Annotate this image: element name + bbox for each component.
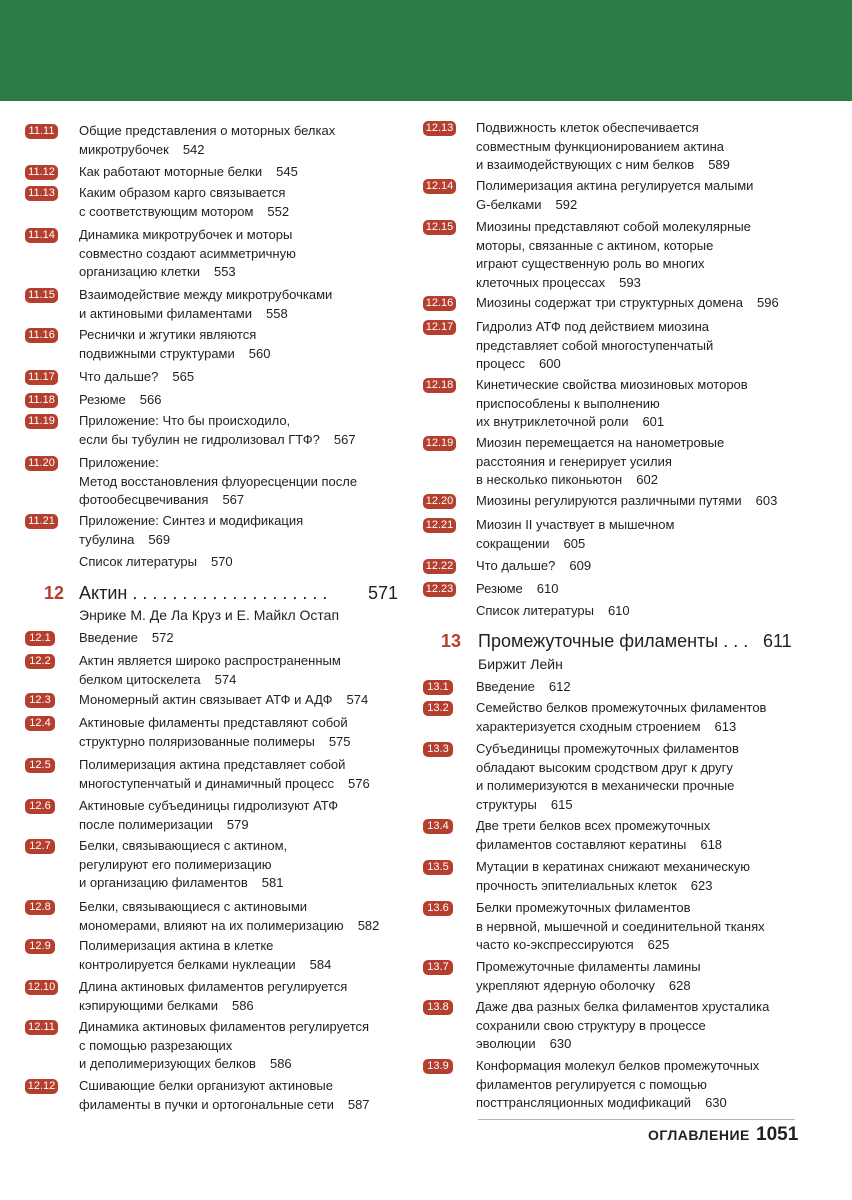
entry-page-number: 618 [700, 836, 723, 852]
section-number-badge: 12.10 [25, 980, 58, 995]
entry-page-number: 628 [668, 977, 691, 993]
toc-entry[interactable] [476, 294, 779, 313]
entry-page-number: 630 [549, 1036, 572, 1052]
section-number-badge: 12.22 [423, 559, 456, 574]
entry-title-line: Резюме 566 [79, 392, 162, 407]
toc-entry[interactable] [476, 318, 713, 374]
entry-title-line: играют существенную роль во многих [476, 256, 705, 272]
toc-entry[interactable] [79, 837, 287, 893]
entry-page-number: 609 [569, 558, 592, 573]
section-number-badge: 12.17 [423, 320, 456, 335]
entry-page-number: 569 [148, 531, 171, 547]
entry-title-line: и деполимеризующих белков 586 [79, 1056, 292, 1072]
toc-entry[interactable] [476, 516, 674, 553]
entry-title-line: белком цитоскелета 574 [79, 671, 237, 687]
section-number-badge: 12.15 [423, 220, 456, 235]
entry-title-line: характеризуется сходным строением 613 [476, 718, 737, 734]
section-number-badge: 12.11 [25, 1020, 58, 1035]
entry-page-number: 596 [757, 295, 779, 310]
entry-title-line: сокращении 605 [476, 535, 586, 551]
section-number-badge: 12.23 [423, 582, 456, 597]
entry-page-number: 623 [690, 877, 713, 893]
entry-page-number: 553 [213, 264, 236, 280]
entry-title-line: микротрубочек 542 [79, 141, 205, 157]
entry-title-line: Динамика актиновых филаментов регулируется [79, 1019, 370, 1034]
running-footer-label: ОГЛАВЛЕНИЕ [648, 1127, 750, 1143]
section-number-badge: 13.8 [423, 1000, 453, 1015]
entry-title-line: Конформация молекул белков промежуточных [476, 1058, 760, 1073]
entry-page-number: 582 [357, 917, 380, 933]
toc-entry[interactable] [79, 1077, 370, 1114]
entry-title-line: Актиновые филаменты представляют собой [79, 715, 348, 730]
section-number-badge: 12.18 [423, 378, 456, 393]
entry-title-line: процесс 600 [476, 356, 561, 372]
section-number-badge: 13.2 [423, 701, 453, 716]
toc-entry[interactable] [79, 652, 341, 689]
entry-title-line: Актин является широко распространенным [79, 653, 341, 668]
entry-page-number: 586 [269, 1056, 292, 1072]
entry-page-number: 572 [151, 630, 174, 645]
section-number-badge: 13.6 [423, 901, 453, 916]
entry-page-number: 605 [563, 535, 586, 551]
entry-title-line: Белки, связывающиеся с актиновыми [79, 899, 308, 914]
section-number-badge: 11.14 [25, 228, 58, 243]
entry-page-number: 581 [261, 875, 284, 891]
toc-entry[interactable] [79, 1018, 369, 1074]
entry-title-line: Две трети белков всех промежуточных [476, 818, 711, 833]
entry-title-line: структурно поляризованные полимеры 575 [79, 733, 351, 749]
chapter-page-number: 611 [763, 631, 792, 651]
entry-title-line: Даже два разных белка филаментов хрусталика [476, 999, 770, 1014]
section-number-badge: 11.16 [25, 328, 58, 343]
toc-entry[interactable] [476, 817, 722, 854]
entry-title-line: Взаимодействие между микротрубочками [79, 287, 333, 302]
entry-title-line: Миозины содержат три структурных домена 596 [476, 295, 779, 310]
toc-entry[interactable] [79, 184, 289, 221]
toc-entry[interactable] [79, 756, 370, 793]
entry-page-number: 603 [755, 493, 778, 508]
entry-title-line: Приложение: [79, 455, 159, 470]
entry-title-line: Полимеризация актина в клетке [79, 938, 274, 953]
entry-page-number: 587 [347, 1096, 370, 1112]
toc-entry[interactable] [476, 858, 750, 895]
entry-title-line: многоступенчатый и динамичный процесс 576 [79, 775, 370, 791]
toc-entry[interactable] [476, 958, 701, 995]
entry-title-line: Длина актиновых филаментов регулируется [79, 979, 348, 994]
toc-entry-references[interactable] [476, 602, 630, 621]
entry-page-number: 574 [346, 692, 369, 707]
toc-entry[interactable] [79, 226, 296, 282]
entry-title-line: и полимеризуются в механически прочные [476, 778, 735, 794]
section-number-badge: 11.13 [25, 186, 58, 201]
section-number-badge: 11.12 [25, 165, 58, 180]
section-number-badge: 11.17 [25, 370, 58, 385]
entry-title-line: Гидролиз АТФ под действием миозина [476, 319, 709, 334]
entry-title-line: Реснички и жгутики являются [79, 327, 257, 342]
section-number-badge: 12.8 [25, 900, 55, 915]
entry-title-line: Сшивающие белки организуют актиновые [79, 1078, 333, 1093]
section-number-badge: 13.4 [423, 819, 453, 834]
toc-entry[interactable] [476, 580, 558, 599]
entry-page-number: 570 [210, 554, 233, 569]
section-number-badge: 12.2 [25, 654, 55, 669]
entry-title-line: если бы тубулин не гидролизовал ГТФ? 567 [79, 431, 356, 447]
toc-entry[interactable] [79, 286, 332, 323]
chapter-number: 13 [441, 631, 462, 651]
entry-title-line: совместно создают асимметричную [79, 245, 296, 261]
entry-title-line: сохранили свою структуру в процессе [476, 1017, 706, 1033]
page-number: 1051 [756, 1124, 799, 1145]
entry-title-line: филаменты в пучки и ортогональные сети 587 [79, 1096, 370, 1112]
toc-entry[interactable] [476, 557, 591, 576]
section-number-badge: 11.11 [25, 124, 58, 139]
entry-title-line: филаментов регулируется с помощью [476, 1076, 707, 1092]
entry-title-line: Полимеризация актина регулируется малыми [476, 178, 754, 193]
section-number-badge: 12.16 [423, 296, 456, 311]
entry-page-number: 584 [309, 956, 332, 972]
entry-title-line: Приложение: Синтез и модификация [79, 513, 304, 528]
section-number-badge: 12.5 [25, 758, 55, 773]
section-number-badge: 12.12 [25, 1079, 58, 1094]
entry-title-line: Введение 572 [79, 630, 174, 645]
toc-entry[interactable] [79, 691, 368, 710]
toc-entry[interactable] [476, 678, 571, 697]
section-number-badge: 12.13 [423, 121, 456, 136]
section-number-badge: 11.15 [25, 288, 58, 303]
entry-title-line: Каким образом карго связывается [79, 185, 286, 200]
entry-title-line: фотообесцвечивания 567 [79, 492, 245, 508]
section-number-badge: 12.7 [25, 839, 55, 854]
entry-title-line: контролируется белками нуклеации 584 [79, 956, 332, 972]
toc-entry[interactable] [476, 699, 766, 736]
entry-title-line: Субъединицы промежуточных филаментов [476, 741, 739, 756]
entry-title-line: в нервной, мышечной и соединительной тканях [476, 918, 765, 934]
entry-title-line: филаментов составляют кератины 618 [476, 836, 723, 852]
entry-page-number: 575 [328, 733, 351, 749]
toc-entry[interactable] [476, 218, 751, 292]
entry-title-line: Промежуточные филаменты ламины [476, 959, 701, 974]
toc-entry[interactable] [476, 177, 753, 214]
section-number-badge: 13.7 [423, 960, 453, 975]
entry-page-number: 558 [265, 305, 288, 321]
entry-page-number: 612 [548, 679, 571, 694]
entry-title-line: и взаимодействующих с ним белков 589 [476, 157, 730, 173]
entry-page-number: 579 [226, 816, 249, 832]
section-number-badge: 13.3 [423, 742, 453, 757]
entry-title-line: Резюме 610 [476, 581, 559, 596]
entry-title-line: представляет собой многоступенчатый [476, 337, 714, 353]
section-number-badge: 12.6 [25, 799, 55, 814]
entry-title-line: обладают высоким сродством друг к другу [476, 759, 733, 775]
toc-entry-references[interactable] [79, 553, 233, 572]
toc-entry[interactable] [79, 412, 356, 449]
entry-title-line: часто ко-экспрессируются 625 [476, 937, 670, 953]
toc-entry[interactable] [476, 899, 765, 955]
toc-entry[interactable] [476, 998, 769, 1054]
entry-title-line: структуры 615 [476, 796, 573, 812]
section-number-badge: 12.9 [25, 939, 55, 954]
section-number-badge: 12.3 [25, 693, 55, 708]
entry-title-line: Миозин перемещается на нанометровые [476, 435, 725, 450]
toc-entry[interactable] [79, 714, 351, 751]
entry-title-line: Метод восстановления флуоресценции после [79, 473, 358, 489]
toc-entry[interactable] [79, 978, 347, 1015]
toc-entry[interactable] [476, 492, 777, 511]
entry-title-line: посттрансляционных модификаций 630 [476, 1095, 727, 1111]
entry-title-line: мономерами, влияют на их полимеризацию 582 [79, 917, 380, 933]
entry-title-line: Миозины представляют собой молекулярные [476, 219, 751, 234]
entry-title-line: Миозин II участвует в мышечном [476, 517, 675, 532]
entry-page-number: 615 [550, 796, 573, 812]
entry-page-number: 592 [555, 196, 578, 212]
toc-entry[interactable] [79, 512, 303, 549]
section-number-badge: 12.4 [25, 716, 55, 731]
entry-title-line: клеточных процессах 593 [476, 274, 641, 290]
entry-title-line: их внутриклеточной роли 601 [476, 414, 665, 430]
entry-title-line: приспособлены к выполнению [476, 395, 660, 411]
entry-title-line: в несколько пиконьютон 602 [476, 472, 658, 488]
entry-title-line: Как работают моторные белки 545 [79, 164, 298, 179]
section-number-badge: 11.20 [25, 456, 58, 471]
toc-entry[interactable] [476, 740, 739, 814]
entry-title-line: совместным функционированием актина [476, 138, 724, 154]
entry-title-line: моторы, связанные с актином, которые [476, 237, 714, 253]
entry-page-number: 602 [636, 472, 658, 488]
toc-entry[interactable] [79, 937, 331, 974]
entry-title-line: после полимеризации 579 [79, 816, 249, 832]
entry-page-number: 613 [714, 718, 737, 734]
entry-title-line: Полимеризация актина представляет собой [79, 757, 346, 772]
entry-page-number: 601 [642, 414, 665, 430]
toc-entry[interactable] [79, 898, 379, 935]
entry-title-line: Мономерный актин связывает АТФ и АДФ 574 [79, 692, 369, 707]
entry-title-line: тубулина 569 [79, 531, 171, 547]
entry-title-line: G-белками 592 [476, 196, 578, 212]
entry-title-line: Актиновые субъединицы гидролизуют АТФ [79, 798, 339, 813]
section-number-badge: 13.5 [423, 860, 453, 875]
entry-page-number: 625 [647, 937, 670, 953]
toc-entry[interactable] [476, 434, 724, 490]
chapter-title[interactable]: Промежуточные филаменты . . . [478, 631, 749, 651]
entry-title-line: Подвижность клеток обеспечивается [476, 120, 699, 135]
toc-entry[interactable] [79, 797, 338, 834]
entry-title-line: Белки промежуточных филаментов [476, 900, 691, 915]
entry-title-line: расстояния и генерирует усилия [476, 453, 672, 469]
chapter-title[interactable]: Актин . . . . . . . . . . . . . . . . . . . . [79, 583, 328, 603]
section-number-badge: 13.9 [423, 1059, 453, 1074]
entry-title-line: Введение 612 [476, 679, 571, 694]
entry-title-line: и организацию филаментов 581 [79, 875, 284, 891]
entry-page-number: 610 [607, 603, 630, 618]
entry-title-line: Общие представления о моторных белках [79, 123, 336, 138]
entry-title-line: Миозины регулируются различными путями 603 [476, 493, 778, 508]
entry-title-line: прочность эпителиальных клеток 623 [476, 877, 713, 893]
entry-title-line: с соответствующим мотором 552 [79, 203, 290, 219]
section-number-badge: 12.19 [423, 436, 456, 451]
entry-title-line: и актиновыми филаментами 558 [79, 305, 288, 321]
toc-entry[interactable] [79, 122, 335, 159]
entry-page-number: 586 [231, 997, 254, 1013]
section-number-badge: 11.19 [25, 414, 58, 429]
entry-title-line: Список литературы 610 [476, 603, 630, 618]
toc-entry[interactable] [79, 368, 194, 387]
entry-page-number: 565 [172, 369, 195, 384]
entry-title-line: эволюции 630 [476, 1036, 572, 1052]
toc-entry[interactable] [476, 1057, 759, 1113]
section-number-badge: 12.20 [423, 494, 456, 509]
toc-entry[interactable] [79, 454, 357, 510]
entry-title-line: регулируют его полимеризацию [79, 856, 272, 872]
chapter-authors: Энрике М. Де Ла Круз и Е. Майкл Остап [79, 607, 340, 623]
entry-title-line: Семейство белков промежуточных филаментов [476, 700, 767, 715]
entry-title-line: Что дальше? 565 [79, 369, 195, 384]
chapter-number: 12 [44, 583, 65, 603]
entry-title-line: Что дальше? 609 [476, 558, 592, 573]
toc-entry[interactable] [79, 163, 298, 182]
entry-page-number: 560 [248, 345, 271, 361]
chapter-page-number: 571 [368, 583, 399, 603]
entry-title-line: подвижными структурами 560 [79, 345, 271, 361]
entry-title-line: с помощью разрезающих [79, 1037, 233, 1053]
toc-entry[interactable] [79, 391, 161, 410]
entry-page-number: 610 [536, 581, 559, 596]
section-number-badge: 11.21 [25, 514, 58, 529]
chapter-authors: Биржит Лейн [478, 656, 563, 672]
entry-page-number: 567 [333, 431, 356, 447]
section-number-badge: 11.18 [25, 393, 58, 408]
section-number-badge: 13.1 [423, 680, 453, 695]
entry-page-number: 566 [139, 392, 162, 407]
entry-title-line: организацию клетки 553 [79, 264, 236, 280]
entry-title-line: Белки, связывающиеся с актином, [79, 838, 288, 853]
entry-title-line: кэпирующими белками 586 [79, 997, 254, 1013]
entry-page-number: 545 [276, 164, 298, 179]
entry-page-number: 600 [539, 356, 561, 372]
entry-title-line: Кинетические свойства миозиновых моторов [476, 377, 748, 392]
entry-page-number: 593 [619, 274, 641, 290]
footer-divider [478, 1119, 795, 1120]
entry-page-number: 567 [222, 492, 245, 508]
entry-title-line: укрепляют ядерную оболочку 628 [476, 977, 691, 993]
entry-page-number: 552 [267, 203, 290, 219]
entry-title-line: Динамика микротрубочек и моторы [79, 227, 293, 242]
entry-page-number: 576 [348, 775, 370, 791]
toc-entry[interactable] [476, 376, 748, 432]
toc-entry[interactable] [79, 629, 174, 648]
entry-title-line: Приложение: Что бы происходило, [79, 413, 291, 428]
entry-page-number: 574 [214, 671, 237, 687]
entry-title-line: Список литературы 570 [79, 554, 233, 569]
entry-page-number: 630 [705, 1095, 727, 1111]
section-number-badge: 12.1 [25, 631, 55, 646]
entry-page-number: 589 [708, 157, 730, 173]
toc-entry[interactable] [476, 119, 730, 175]
entry-title-line: Мутации в кератинах снижают механическую [476, 859, 750, 874]
toc-entry[interactable] [79, 326, 270, 363]
section-number-badge: 12.21 [423, 518, 456, 533]
section-number-badge: 12.14 [423, 179, 456, 194]
entry-page-number: 542 [182, 141, 205, 157]
